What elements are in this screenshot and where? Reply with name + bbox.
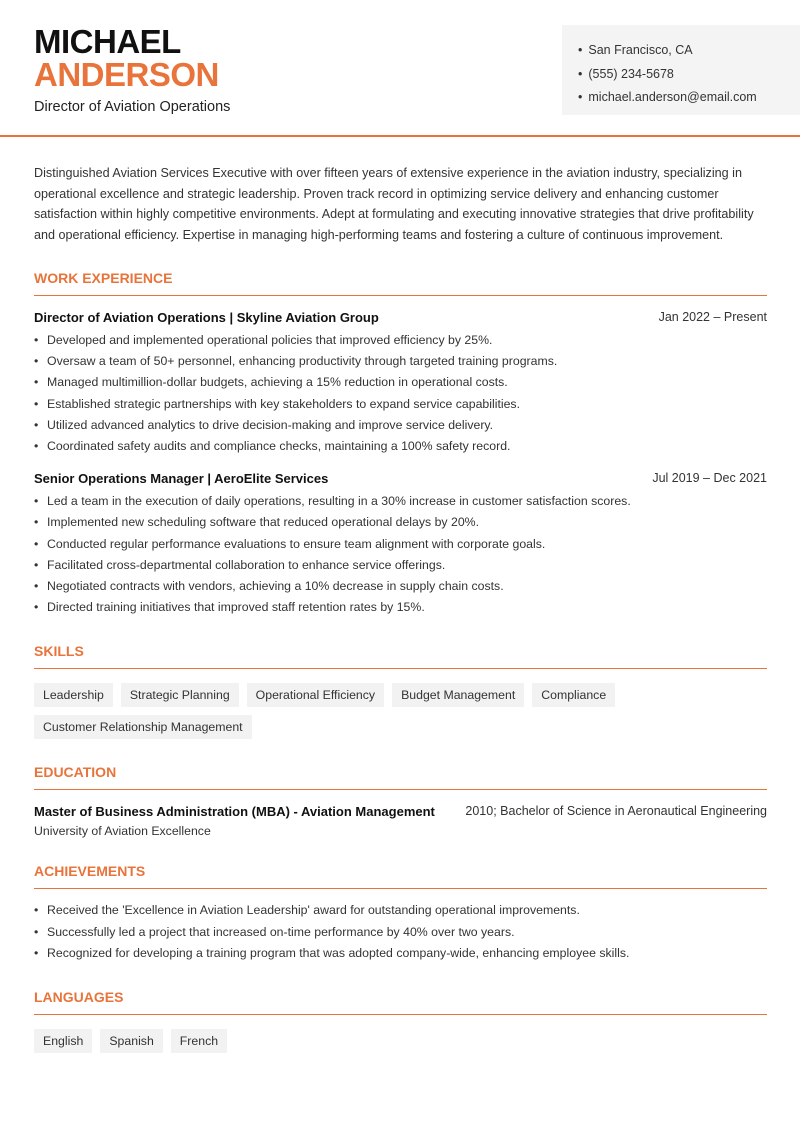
first-name: MICHAEL (34, 23, 181, 60)
job-bullets (34, 491, 767, 618)
achievements-list (34, 900, 767, 964)
list-item: • Oversaw a team of 50+ personnel, enhancing productivity through targeted training programs. (34, 351, 767, 372)
list-item: • Recognized for developing a training program that was adopted company-wide, enhancing employee skills. (34, 943, 767, 964)
section-heading-education: EDUCATION (34, 764, 767, 790)
list-item: • Negotiated contracts with vendors, achieving a 10% decrease in supply chain costs. (34, 576, 767, 597)
job-role: Director of Aviation Operations | Skyline Aviation Group (34, 310, 379, 325)
job-header (34, 310, 767, 325)
job-dates: Jul 2019 – Dec 2021 (652, 471, 767, 486)
skill-tag: Strategic Planning (121, 683, 239, 707)
degree-details: 2010; Bachelor of Science in Aeronautical Engineering (465, 804, 767, 819)
job-title: Director of Aviation Operations (34, 99, 231, 115)
contact-phone: • (555) 234-5678 (578, 63, 800, 87)
job-bullets (34, 330, 767, 457)
job-header (34, 471, 767, 486)
job-role: Senior Operations Manager | AeroElite Services (34, 471, 329, 487)
skill-tag: Budget Management (392, 683, 524, 707)
list-item: • Successfully led a project that increased on-time performance by 40% over two years. (34, 922, 767, 943)
list-item: • Directed training initiatives that improved staff retention rates by 15%. (34, 597, 767, 618)
list-item: • Coordinated safety audits and compliance checks, maintaining a 100% safety record. (34, 436, 767, 457)
language-tag: Spanish (100, 1029, 162, 1053)
skill-tag: Compliance (532, 683, 615, 707)
degree: Master of Business Administration (MBA) - Aviation Management (34, 804, 435, 820)
school: University of Aviation Excellence (34, 824, 211, 839)
skill-tag: Operational Efficiency (247, 683, 384, 707)
job-dates: Jan 2022 – Present (658, 310, 767, 324)
job-entry (34, 471, 767, 618)
list-item: • Led a team in the execution of daily operations, resulting in a 30% increase in customer satisfaction scores. (34, 491, 767, 512)
education-entry (34, 804, 767, 819)
skills-list (34, 683, 767, 739)
list-item: • Received the 'Excellence in Aviation Leadership' award for outstanding operational improvements. (34, 900, 767, 921)
section-heading-languages: LANGUAGES (34, 989, 767, 1015)
resume-header (0, 0, 800, 137)
list-item: • Conducted regular performance evaluations to ensure team alignment with corporate goals. (34, 534, 767, 555)
skill-tag: Leadership (34, 683, 113, 707)
list-item: • Established strategic partnerships with key stakeholders to expand service capabilities. (34, 394, 767, 415)
list-item: • Facilitated cross-departmental collaboration to enhance service offerings. (34, 555, 767, 576)
list-item: • Implemented new scheduling software that reduced operational delays by 20%. (34, 512, 767, 533)
languages-list (34, 1029, 767, 1053)
language-tag: English (34, 1029, 92, 1053)
job-entry (34, 310, 767, 457)
contact-email[interactable]: • michael.anderson@email.com (578, 86, 800, 110)
last-name: ANDERSON (34, 56, 219, 93)
list-item: • Managed multimillion-dollar budgets, achieving a 15% reduction in operational costs. (34, 372, 767, 393)
language-tag: French (171, 1029, 227, 1053)
contact-box (562, 25, 800, 115)
summary: Distinguished Aviation Services Executive with over fifteen years of extensive experience in the aviation industry, specializing in operational excellence and strategic leadership. Proven track record in optimizing service delivery and enhancing customer satisfaction within highly competitive environments. Adept at formulating and executing innovative strategies that drive profitability and operational efficiency. Expertise in managing high-performing teams and fostering a culture of continuous improvement. (34, 166, 754, 242)
list-item: • Developed and implemented operational policies that improved efficiency by 25%. (34, 330, 767, 351)
contact-location: • San Francisco, CA (578, 39, 800, 63)
section-heading-work: WORK EXPERIENCE (34, 270, 767, 296)
skill-tag: Customer Relationship Management (34, 715, 252, 739)
list-item: • Utilized advanced analytics to drive decision-making and improve service delivery. (34, 415, 767, 436)
section-heading-achievements: ACHIEVEMENTS (34, 863, 767, 889)
section-heading-skills: SKILLS (34, 643, 767, 669)
